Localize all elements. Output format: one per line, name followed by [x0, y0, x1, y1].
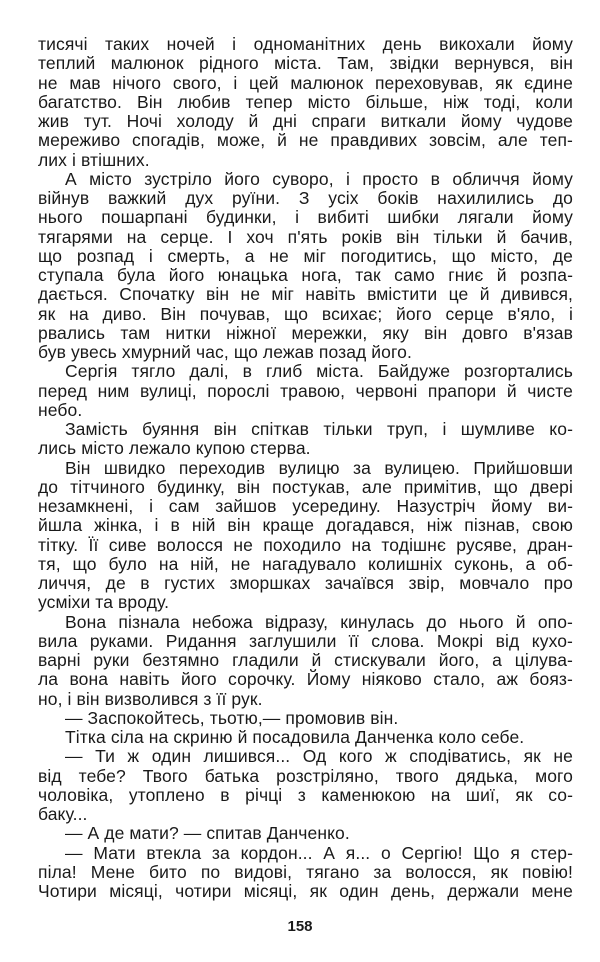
text-line: тя, що було на ній, не нагадувало колишніх суконь, а об-	[38, 553, 573, 574]
text-line: Чотири місяці, чотири місяці, як один день, держали мене	[38, 881, 573, 901]
text-line: — А де мати? — спитав Данченко.	[65, 823, 350, 844]
text-line: багатство. Він любив тепер місто більше, ніж тоді, коли	[38, 91, 573, 112]
text-line: що розпад і смерть, а не міг погодитись, що місто, де	[38, 245, 573, 266]
text-line: Він швидко переходив вулицю за вулицею. Прийшовши	[65, 457, 573, 478]
text-line: лись місто лежало купою стерва.	[38, 438, 311, 459]
paragraph	[38, 362, 573, 420]
text-line: усміхи та вроду.	[38, 592, 170, 613]
text-line: дається. Спочатку він не міг навіть вмістити це й дивився,	[38, 284, 573, 305]
text-line: тягарями на серце. І хоч п'ять років він тільки й бачив,	[38, 226, 573, 247]
paragraph	[38, 747, 573, 824]
text-line: тисячі таких ночей і одноманітних день викохали йому	[38, 34, 573, 54]
text-line: нього пошарпані будинки, і вибиті шибки лягали йому	[38, 207, 573, 228]
text-line: рвались там нитки ніжної мережки, яку він довго в'язав	[38, 322, 573, 343]
text-line: як на диво. Він почував, що всихає; його серце в'яло, і	[38, 303, 573, 324]
text-line: чоловіка, утоплено в річці з каменюкою на шиї, як со-	[38, 784, 573, 805]
paragraph	[38, 420, 573, 459]
text-line: вила руками. Ридання заглушили її слова. Мокрі від кухо-	[38, 630, 573, 651]
paragraph	[38, 824, 573, 843]
text-line: до тітчиного будинку, він постукав, але примітив, що двері	[38, 476, 573, 497]
text-line: ла вона навіть його сорочку. Йому ніяково стало, аж бояз-	[38, 669, 573, 690]
text-line: йшла жінка, і в ній він краще догадався, ніж пізнав, свою	[38, 515, 573, 536]
text-line: війнув важкий дух руїни. З усіх боків нахилились до	[38, 188, 573, 208]
text-line: Вона пізнала небожа відразу, кинулась до нього й опо-	[65, 611, 573, 632]
text-line: лих і втішних.	[38, 149, 150, 170]
book-page-text	[38, 35, 573, 901]
text-line: мереживо спогадів, може, й не правдивих зовсім, але теп-	[38, 130, 573, 151]
text-line: варні руки безтямно гладили й стискували його, а цілува-	[38, 650, 573, 670]
text-line: но, і він визволився з її рук.	[38, 688, 263, 709]
text-line: — Ти ж один лишився... Од кого ж сподіватись, як не	[65, 746, 573, 767]
text-line: піла! Мене бито по видові, тягано за волосся, як повію!	[38, 861, 573, 882]
text-line: личчя, де в густих зморшках зачаївся звір, мовчало про	[38, 573, 573, 593]
paragraph	[38, 728, 573, 747]
text-line: А місто зустріло його суворо, і просто в обличчя йому	[65, 168, 573, 189]
paragraph	[38, 35, 573, 170]
text-line: Сергія тягло далі, в глиб міста. Байдуже розгортались	[65, 361, 573, 382]
paragraph	[38, 613, 573, 709]
text-line: ступала була його юнацька нога, так само гниє й розпа-	[38, 265, 573, 285]
text-line: тітку. Її сиве волосся не походило на тодішнє русяве, дран-	[38, 534, 573, 555]
text-line: теплий малюнок рідного міста. Там, звідки вернувся, він	[38, 53, 573, 74]
paragraph	[38, 709, 573, 728]
text-line: жив тут. Ночі холоду й дні спраги виткали йому чудове	[38, 111, 573, 131]
text-line: — Мати втекла за кордон... А я... о Сергію! Що я стер-	[65, 842, 573, 863]
text-line: Замість буяння він спіткав тільки труп, і шумливе ко-	[65, 419, 573, 439]
text-line: незамкнені, і сам зайшов усередину. Назустріч йому ви-	[38, 496, 573, 516]
paragraph	[38, 459, 573, 613]
page-number: 158	[287, 918, 313, 935]
text-line: Тітка сіла на скриню й посадовила Данченка коло себе.	[65, 727, 525, 747]
text-line: баку...	[38, 804, 88, 824]
text-line: перед ним вулиці, порослі травою, червоні прапори й чисте	[38, 380, 573, 401]
paragraph	[38, 844, 573, 902]
text-line: небо.	[38, 399, 83, 420]
paragraph	[38, 170, 573, 363]
text-line: був увесь хмурний час, що лежав позад його.	[38, 342, 412, 362]
text-line: не мав нічого свого, і цей малюнок переховував, як єдине	[38, 72, 573, 93]
text-line: — Заспокойтесь, тьотю,— промовив він.	[65, 707, 399, 728]
text-line: від тебе? Твого батька розстріляно, твого дядька, мого	[38, 765, 573, 786]
